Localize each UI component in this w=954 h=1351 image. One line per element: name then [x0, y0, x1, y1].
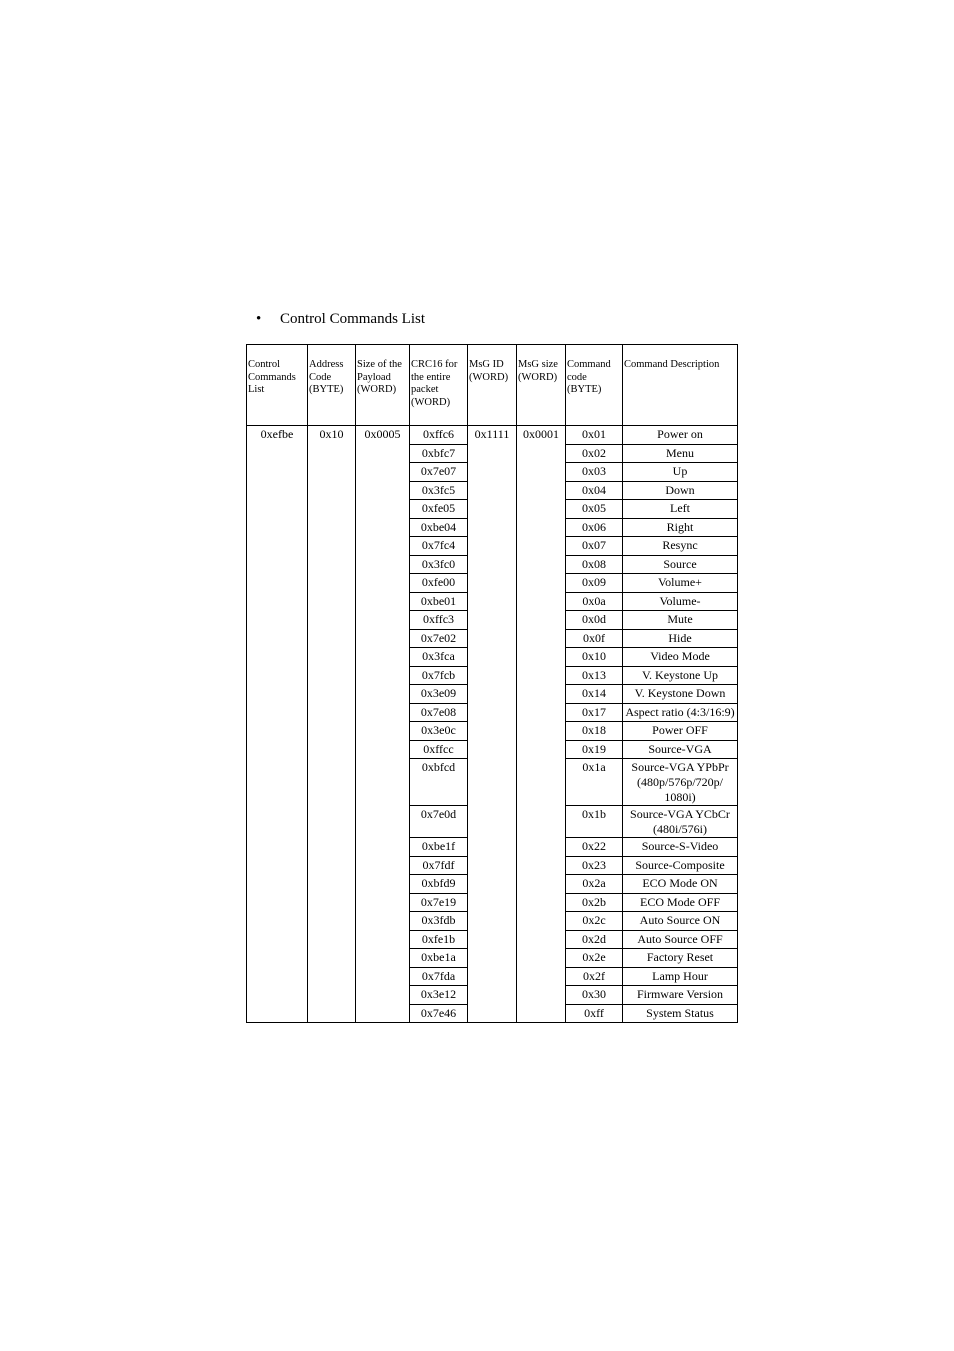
command-description-cell: Power OFF [623, 722, 738, 741]
header-cell: MsG size (WORD) [517, 345, 566, 426]
command-code-cell: 0x03 [566, 463, 623, 482]
crc-cell: 0x7fcb [410, 666, 468, 685]
command-code-cell: 0x2c [566, 912, 623, 931]
command-code-cell: 0x0f [566, 629, 623, 648]
command-code-cell: 0x08 [566, 555, 623, 574]
command-code-cell: 0x19 [566, 740, 623, 759]
crc-cell: 0xbfc7 [410, 444, 468, 463]
command-description-cell: ECO Mode ON [623, 875, 738, 894]
command-code-cell: 0x2e [566, 949, 623, 968]
crc-cell: 0xfe00 [410, 574, 468, 593]
crc-cell: 0xbe1f [410, 838, 468, 857]
crc-cell: 0xbe01 [410, 592, 468, 611]
command-code-cell: 0x07 [566, 537, 623, 556]
crc-cell: 0xbe1a [410, 949, 468, 968]
crc-cell: 0xbfcd [410, 759, 468, 806]
msg-id-cell: 0x1111 [468, 426, 517, 1023]
command-code-cell: 0x1b [566, 806, 623, 838]
command-description-cell: Power on [623, 426, 738, 445]
crc-cell: 0x3e09 [410, 685, 468, 704]
crc-cell: 0x3e12 [410, 986, 468, 1005]
command-code-cell: 0xff [566, 1004, 623, 1023]
command-description-cell: Factory Reset [623, 949, 738, 968]
crc-cell: 0xfe1b [410, 930, 468, 949]
crc-cell: 0x7fdf [410, 856, 468, 875]
section-title: Control Commands List [280, 311, 426, 327]
command-code-cell: 0x22 [566, 838, 623, 857]
command-code-cell: 0x01 [566, 426, 623, 445]
command-code-cell: 0x2f [566, 967, 623, 986]
command-description-cell: Source-VGA YPbPr (480p/576p/720p/ 1080i) [623, 759, 738, 806]
header-cell: Command Description [623, 345, 738, 426]
command-description-cell: Source-VGA YCbCr (480i/576i) [623, 806, 738, 838]
command-description-cell: Volume+ [623, 574, 738, 593]
crc-cell: 0x3fc5 [410, 481, 468, 500]
command-description-cell: Right [623, 518, 738, 537]
command-description-cell: Auto Source ON [623, 912, 738, 931]
crc-cell: 0xffcc [410, 740, 468, 759]
control-commands-cell: 0xefbe [247, 426, 308, 1023]
command-description-cell: Hide [623, 629, 738, 648]
command-code-cell: 0x06 [566, 518, 623, 537]
command-code-cell: 0x14 [566, 685, 623, 704]
command-code-cell: 0x0a [566, 592, 623, 611]
command-description-cell: Source-VGA [623, 740, 738, 759]
crc-cell: 0xfe05 [410, 500, 468, 519]
crc-cell: 0xbfd9 [410, 875, 468, 894]
crc-cell: 0x3fdb [410, 912, 468, 931]
command-code-cell: 0x23 [566, 856, 623, 875]
crc-cell: 0x7fc4 [410, 537, 468, 556]
command-description-cell: Auto Source OFF [623, 930, 738, 949]
command-description-cell: Video Mode [623, 648, 738, 667]
section-heading [256, 309, 425, 329]
crc-cell: 0x7e19 [410, 893, 468, 912]
table-row [247, 426, 738, 445]
command-description-cell: V. Keystone Up [623, 666, 738, 685]
header-cell: Control Commands List [247, 345, 308, 426]
command-description-cell: Up [623, 463, 738, 482]
crc-cell: 0xffc6 [410, 426, 468, 445]
header-cell: MsG ID (WORD) [468, 345, 517, 426]
crc-cell: 0x7e0d [410, 806, 468, 838]
command-code-cell: 0x0d [566, 611, 623, 630]
command-code-cell: 0x18 [566, 722, 623, 741]
command-description-cell: ECO Mode OFF [623, 893, 738, 912]
crc-cell: 0x7e07 [410, 463, 468, 482]
crc-cell: 0x3e0c [410, 722, 468, 741]
crc-cell: 0x7e02 [410, 629, 468, 648]
command-description-cell: Aspect ratio (4:3/16:9) [623, 703, 738, 722]
command-code-cell: 0x13 [566, 666, 623, 685]
command-code-cell: 0x04 [566, 481, 623, 500]
command-description-cell: Resync [623, 537, 738, 556]
command-description-cell: V. Keystone Down [623, 685, 738, 704]
command-description-cell: Source [623, 555, 738, 574]
crc-cell: 0xbe04 [410, 518, 468, 537]
command-code-cell: 0x2d [566, 930, 623, 949]
command-code-cell: 0x30 [566, 986, 623, 1005]
payload-size-cell: 0x0005 [356, 426, 410, 1023]
header-cell: Size of the Payload (WORD) [356, 345, 410, 426]
bullet: • [256, 311, 262, 327]
command-description-cell: Down [623, 481, 738, 500]
command-code-cell: 0x1a [566, 759, 623, 806]
command-code-cell: 0x09 [566, 574, 623, 593]
command-code-cell: 0x05 [566, 500, 623, 519]
header-cell: CRC16 for the entire packet (WORD) [410, 345, 468, 426]
control-commands-table [246, 344, 738, 1023]
command-description-cell: Lamp Hour [623, 967, 738, 986]
crc-cell: 0x3fc0 [410, 555, 468, 574]
crc-cell: 0x7e08 [410, 703, 468, 722]
command-code-cell: 0x2b [566, 893, 623, 912]
crc-cell: 0x7fda [410, 967, 468, 986]
crc-cell: 0x3fca [410, 648, 468, 667]
header-row [247, 345, 738, 426]
command-description-cell: Source-Composite [623, 856, 738, 875]
crc-cell: 0x7e46 [410, 1004, 468, 1023]
command-description-cell: Firmware Version [623, 986, 738, 1005]
msg-size-cell: 0x0001 [517, 426, 566, 1023]
command-description-cell: Mute [623, 611, 738, 630]
command-description-cell: Menu [623, 444, 738, 463]
command-code-cell: 0x17 [566, 703, 623, 722]
header-cell: Command code (BYTE) [566, 345, 623, 426]
command-description-cell: System Status [623, 1004, 738, 1023]
command-code-cell: 0x02 [566, 444, 623, 463]
command-code-cell: 0x10 [566, 648, 623, 667]
header-cell: Address Code (BYTE) [308, 345, 356, 426]
crc-cell: 0xffc3 [410, 611, 468, 630]
command-description-cell: Left [623, 500, 738, 519]
address-code-cell: 0x10 [308, 426, 356, 1023]
command-description-cell: Source-S-Video [623, 838, 738, 857]
command-code-cell: 0x2a [566, 875, 623, 894]
command-description-cell: Volume- [623, 592, 738, 611]
